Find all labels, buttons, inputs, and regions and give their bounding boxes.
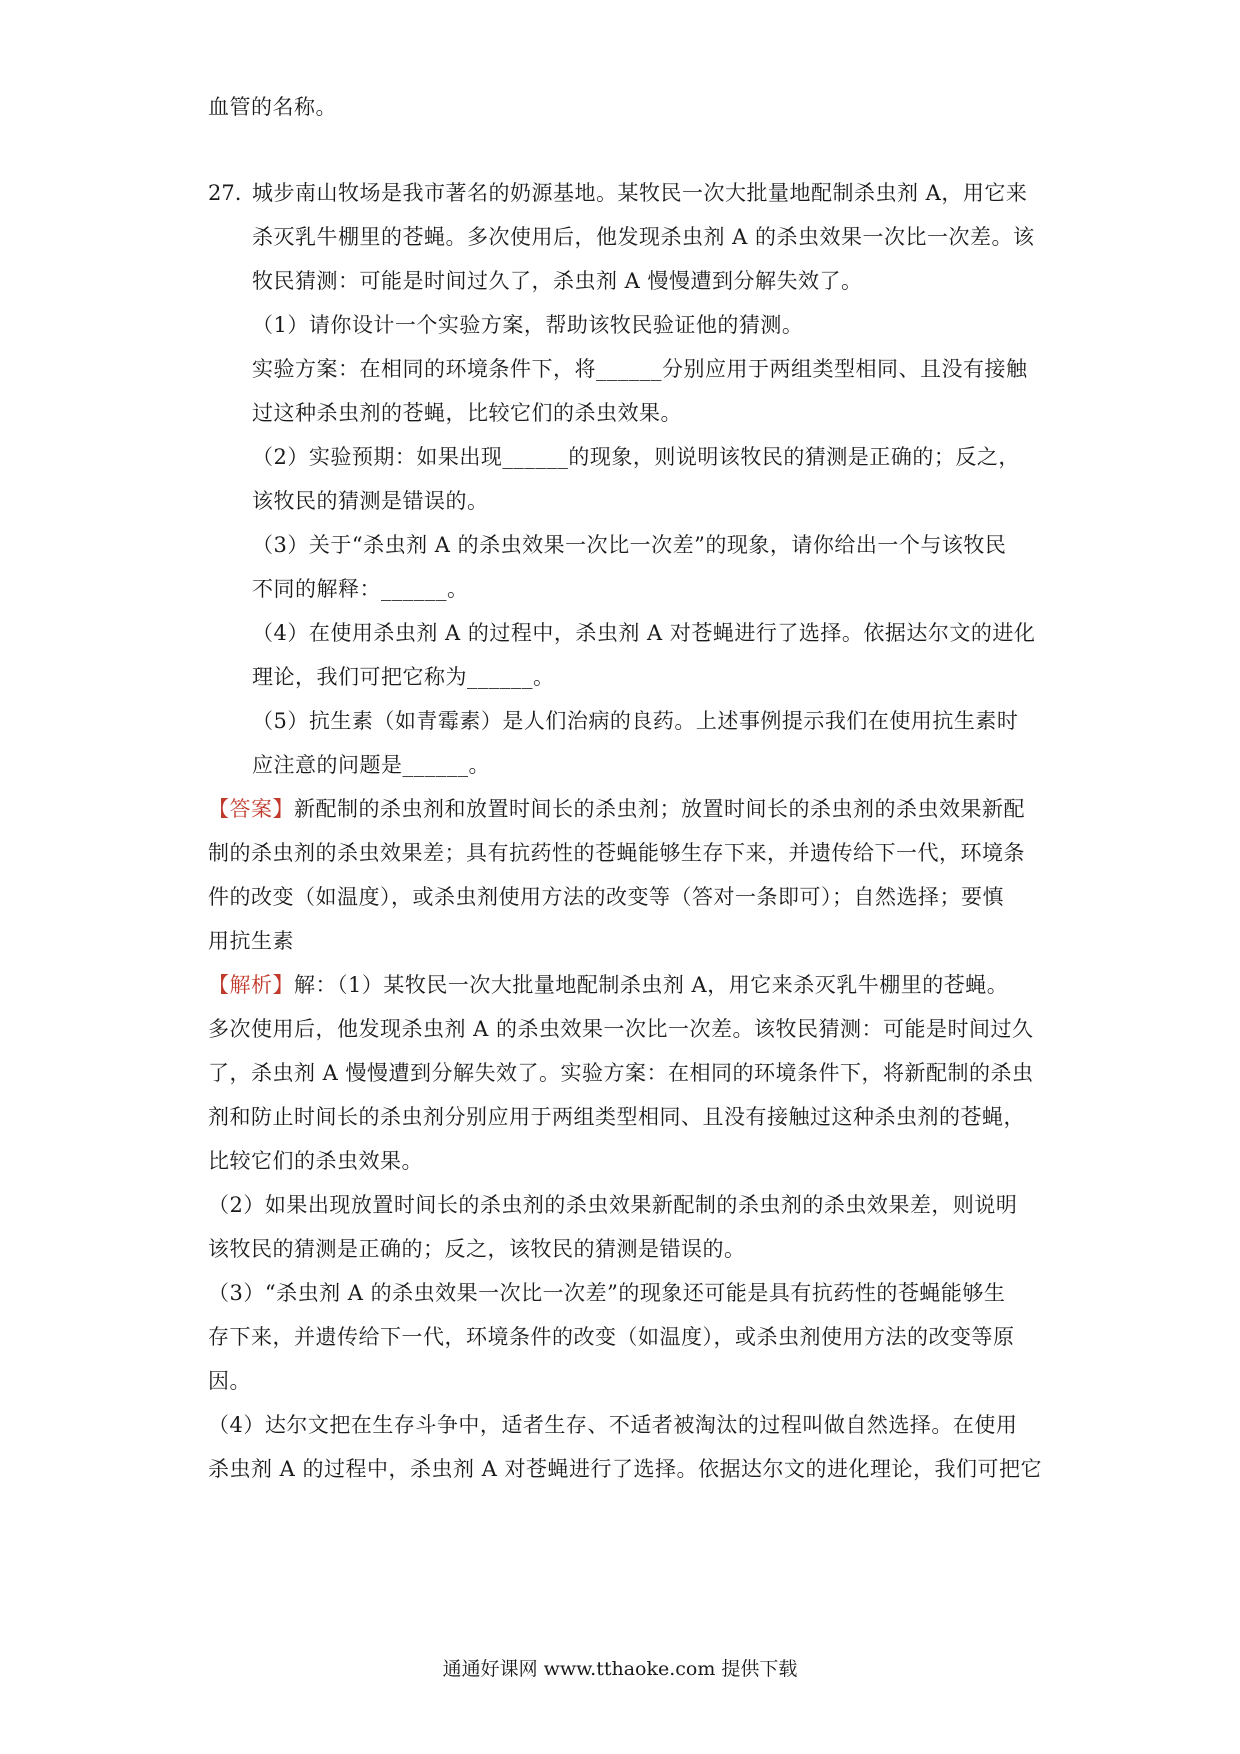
question-stem-line: 城步南山牧场是我市著名的奶源基地。某牧民一次大批量地配制杀虫剂 A，用它来 (252, 181, 1028, 205)
answer-line: 用抗生素 (208, 929, 294, 953)
question-part-line: （1）请你设计一个实验方案，帮助该牧民验证他的猜测。 (252, 313, 804, 337)
analysis-line: 剂和防止时间长的杀虫剂分别应用于两组类型相同、且没有接触过这种杀虫剂的苍蝇， (208, 1105, 1025, 1129)
page-footer: 通通好课网 www.tthaoke.com 提供下载 (442, 1658, 798, 1680)
analysis-line: 比较它们的杀虫效果。 (208, 1149, 423, 1173)
answer-line: 新配制的杀虫剂和放置时间长的杀虫剂；放置时间长的杀虫剂的杀虫效果新配 (294, 797, 1025, 821)
analysis-line: （4）达尔文把在生存斗争中，适者生存、不适者被淘汰的过程叫做自然选择。在使用 (208, 1413, 1018, 1437)
question-part-line: 不同的解释：______。 (252, 577, 469, 601)
question-stem-line: 牧民猜测：可能是时间过久了，杀虫剂 A 慢慢遭到分解失效了。 (252, 269, 863, 293)
answer-line: 制的杀虫剂的杀虫效果差；具有抗药性的苍蝇能够生存下来，并遗传给下一代，环境条 (208, 841, 1025, 865)
question-part-line: 该牧民的猜测是错误的。 (252, 489, 489, 513)
analysis-first-line (208, 970, 1008, 1000)
analysis-line: （2）如果出现放置时间长的杀虫剂的杀虫效果新配制的杀虫剂的杀虫效果差，则说明 (208, 1193, 1018, 1217)
question-part-line: （2）实验预期：如果出现______的现象，则说明该牧民的猜测是正确的；反之， (252, 445, 1020, 469)
analysis-tag: 【解析】 (208, 973, 294, 997)
analysis-line: 解：（1）某牧民一次大批量地配制杀虫剂 A，用它来杀灭乳牛棚里的苍蝇。 (294, 973, 1009, 997)
question-part-line: 理论，我们可把它称为______。 (252, 665, 555, 689)
question-part-line: 实验方案：在相同的环境条件下，将______分别应用于两组类型相同、且没有接触 (252, 357, 1028, 381)
answer-line: 件的改变（如温度），或杀虫剂使用方法的改变等（答对一条即可）；自然选择；要慎 (208, 885, 1004, 909)
analysis-line: 了，杀虫剂 A 慢慢遭到分解失效了。实验方案：在相同的环境条件下，将新配制的杀虫 (208, 1061, 1034, 1085)
answer-tag: 【答案】 (208, 797, 294, 821)
intro-line: 血管的名称。 (208, 95, 337, 119)
answer-first-line (208, 794, 1025, 824)
question-number: 27. (208, 181, 242, 205)
analysis-line: （3）“杀虫剂 A 的杀虫效果一次比一次差”的现象还可能是具有抗药性的苍蝇能够生 (208, 1281, 1006, 1305)
question-part-line: （3）关于“杀虫剂 A 的杀虫效果一次比一次差”的现象，请你给出一个与该牧民 (252, 533, 1007, 557)
analysis-line: 存下来，并遗传给下一代，环境条件的改变（如温度），或杀虫剂使用方法的改变等原 (208, 1325, 1015, 1349)
question-part-line: （5）抗生素（如青霉素）是人们治病的良药。上述事例提示我们在使用抗生素时 (252, 709, 1019, 733)
question-part-line: 过这种杀虫剂的苍蝇，比较它们的杀虫效果。 (252, 401, 682, 425)
analysis-line: 杀虫剂 A 的过程中，杀虫剂 A 对苍蝇进行了选择。依据达尔文的进化理论，我们可把它 (208, 1457, 1043, 1481)
question-stem-line: 杀灭乳牛棚里的苍蝇。多次使用后，他发现杀虫剂 A 的杀虫效果一次比一次差。该 (252, 225, 1035, 249)
question-part-line: 应注意的问题是______。 (252, 753, 490, 777)
question-part-line: （4）在使用杀虫剂 A 的过程中，杀虫剂 A 对苍蝇进行了选择。依据达尔文的进化 (252, 621, 1036, 645)
analysis-line: 多次使用后，他发现杀虫剂 A 的杀虫效果一次比一次差。该牧民猜测：可能是时间过久 (208, 1017, 1034, 1041)
analysis-line: 该牧民的猜测是正确的；反之，该牧民的猜测是错误的。 (208, 1237, 746, 1261)
analysis-line: 因。 (208, 1369, 251, 1393)
